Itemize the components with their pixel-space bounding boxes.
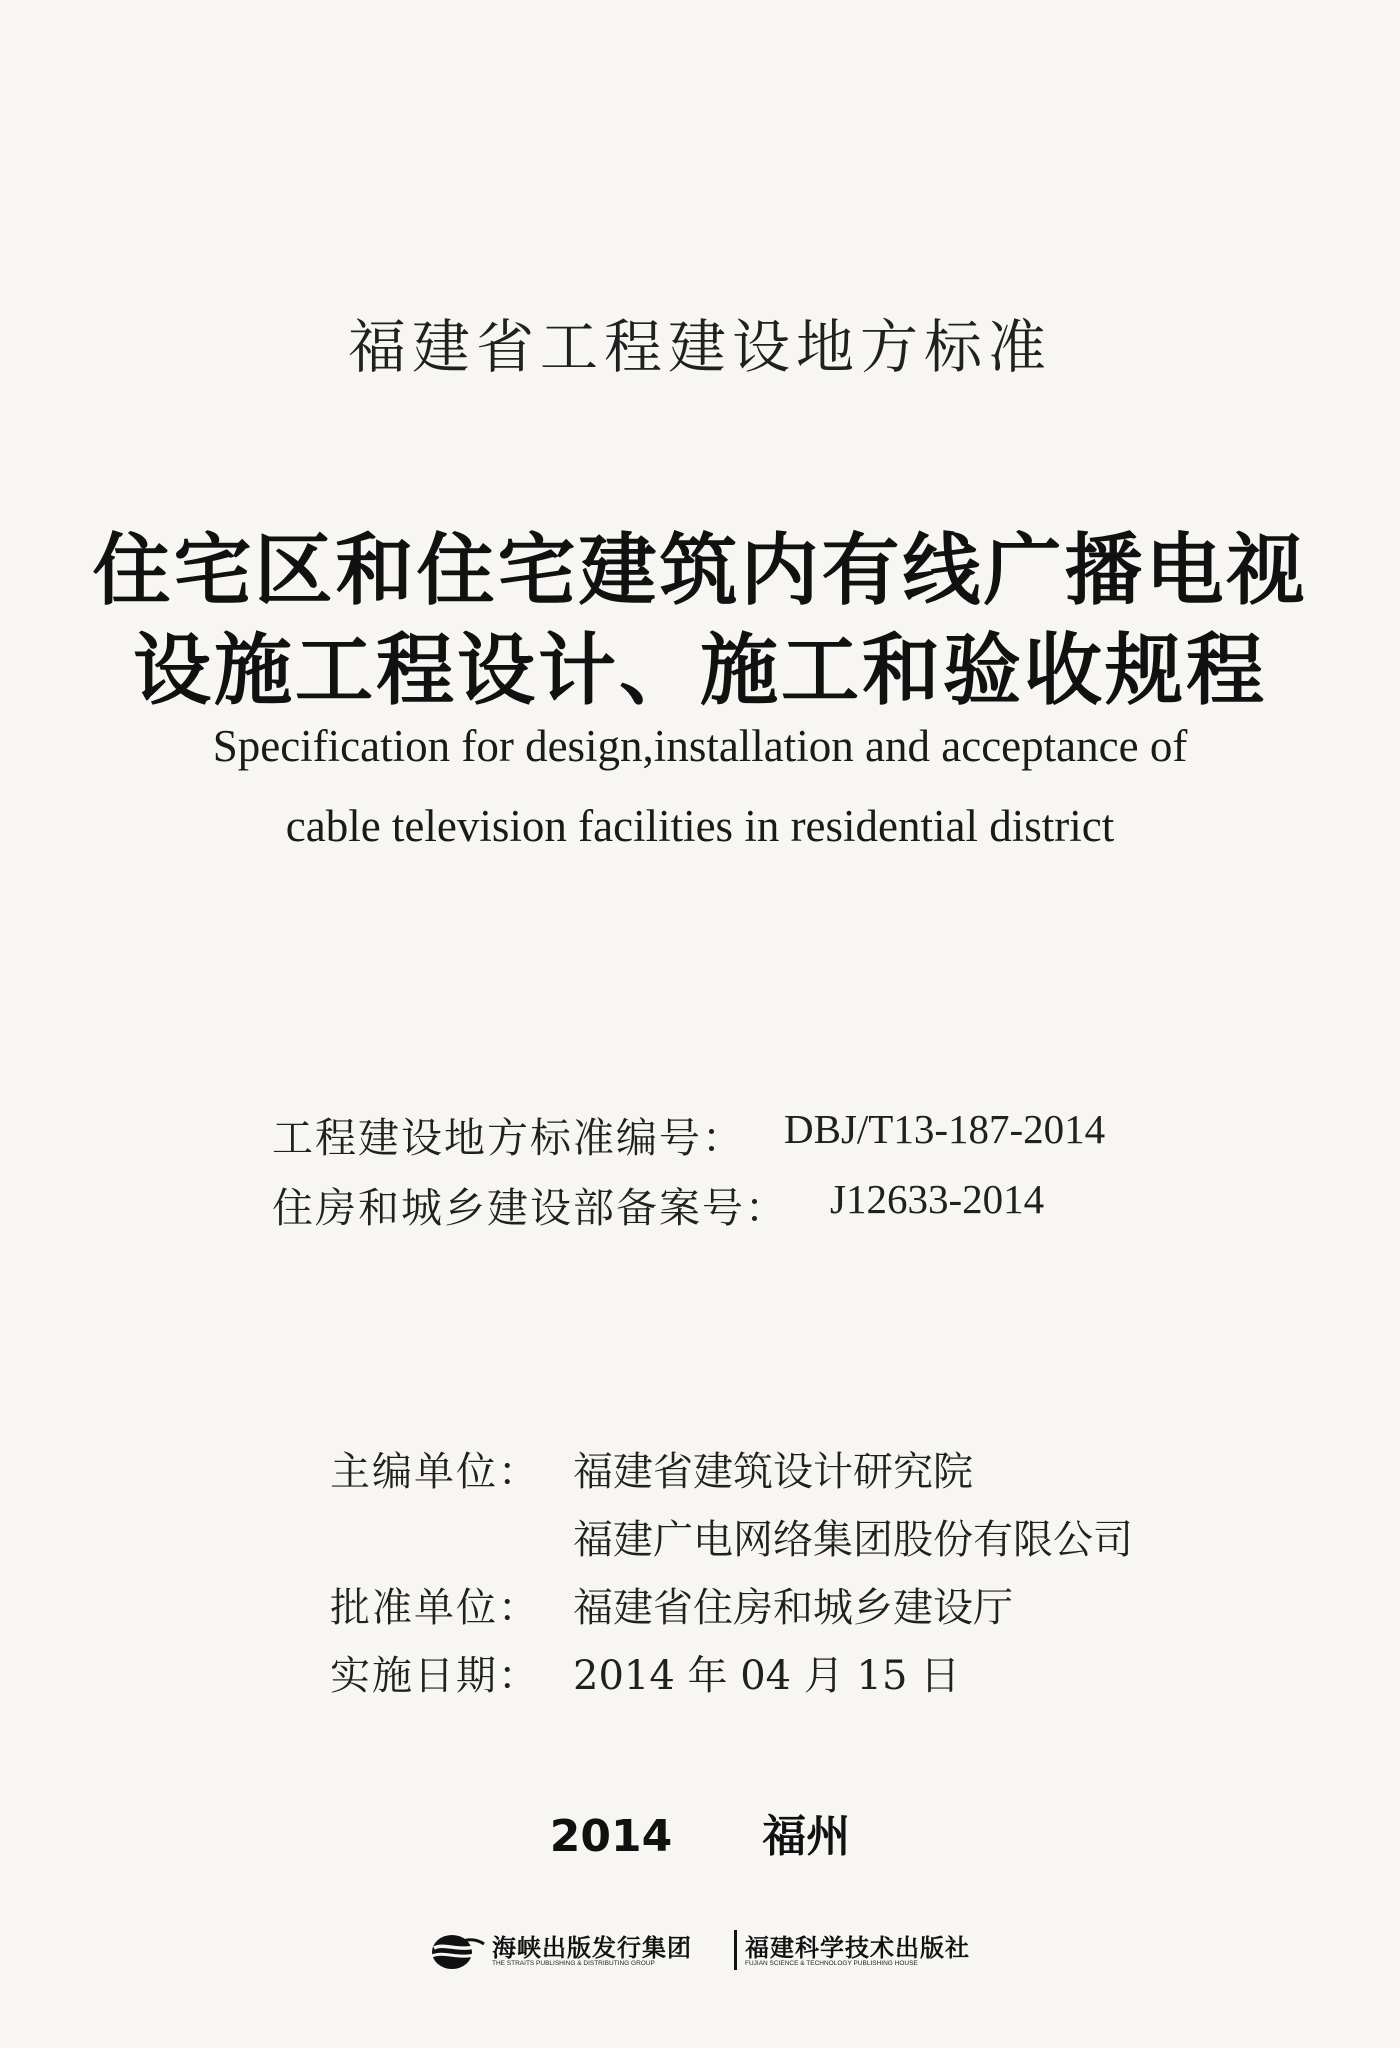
title-cn-line2: 设施工程设计、施工和验收规程 <box>132 626 1267 716</box>
chief-editor-unit-1: 福建省建筑设计研究院 <box>573 1449 973 1495</box>
record-number-row <box>272 1175 1152 1231</box>
standard-number-value: DBJ/T13-187-2014 <box>784 1106 1106 1152</box>
standard-number-row <box>272 1105 1152 1161</box>
series-title: 福建省工程建设地方标准 <box>347 313 1052 381</box>
publication-city: 福州 <box>762 1811 851 1862</box>
implementation-date-label: 实施日期： <box>330 1653 540 1699</box>
chief-editor-unit-2: 福建广电网络集团股份有限公司 <box>573 1517 1133 1563</box>
title-en-line1: Specification for design,installation and acceptance of <box>212 721 1188 771</box>
implementation-date-row <box>330 1644 1230 1700</box>
approval-unit: 福建省住房和城乡建设厅 <box>573 1585 1013 1631</box>
publisher-group-cn: 海峡出版发行集团 <box>492 1934 692 1962</box>
year-city <box>0 1800 1400 1864</box>
approval-row <box>330 1576 1230 1632</box>
implementation-date-value: 2014 年 04 月 15 日 <box>573 1653 961 1699</box>
record-number-value: J12633-2014 <box>830 1176 1045 1222</box>
title-cn-line1: 住宅区和住宅建筑内有线广播电视 <box>92 526 1308 616</box>
publisher-house-en: FUJIAN SCIENCE & TECHNOLOGY PUBLISHING HOUSE <box>745 1960 918 1967</box>
wave-logo-icon <box>430 1932 486 1972</box>
publisher-block <box>430 1928 1030 1988</box>
standard-number-label: 工程建设地方标准编号： <box>272 1114 745 1162</box>
publisher-divider <box>734 1930 737 1970</box>
record-number-label: 住房和城乡建设部备案号： <box>272 1184 788 1232</box>
publisher-house-cn: 福建科学技术出版社 <box>745 1934 970 1962</box>
publisher-group-en: THE STRAITS PUBLISHING & DISTRIBUTING GROUP <box>492 1960 655 1967</box>
chief-editor-row-2 <box>330 1508 1230 1564</box>
title-en-line2: cable television facilities in residential district <box>285 801 1115 851</box>
approval-label: 批准单位： <box>330 1585 540 1631</box>
chief-editor-label: 主编单位： <box>330 1449 540 1495</box>
publication-year: 2014 <box>549 1811 673 1862</box>
chief-editor-row <box>330 1440 1230 1496</box>
